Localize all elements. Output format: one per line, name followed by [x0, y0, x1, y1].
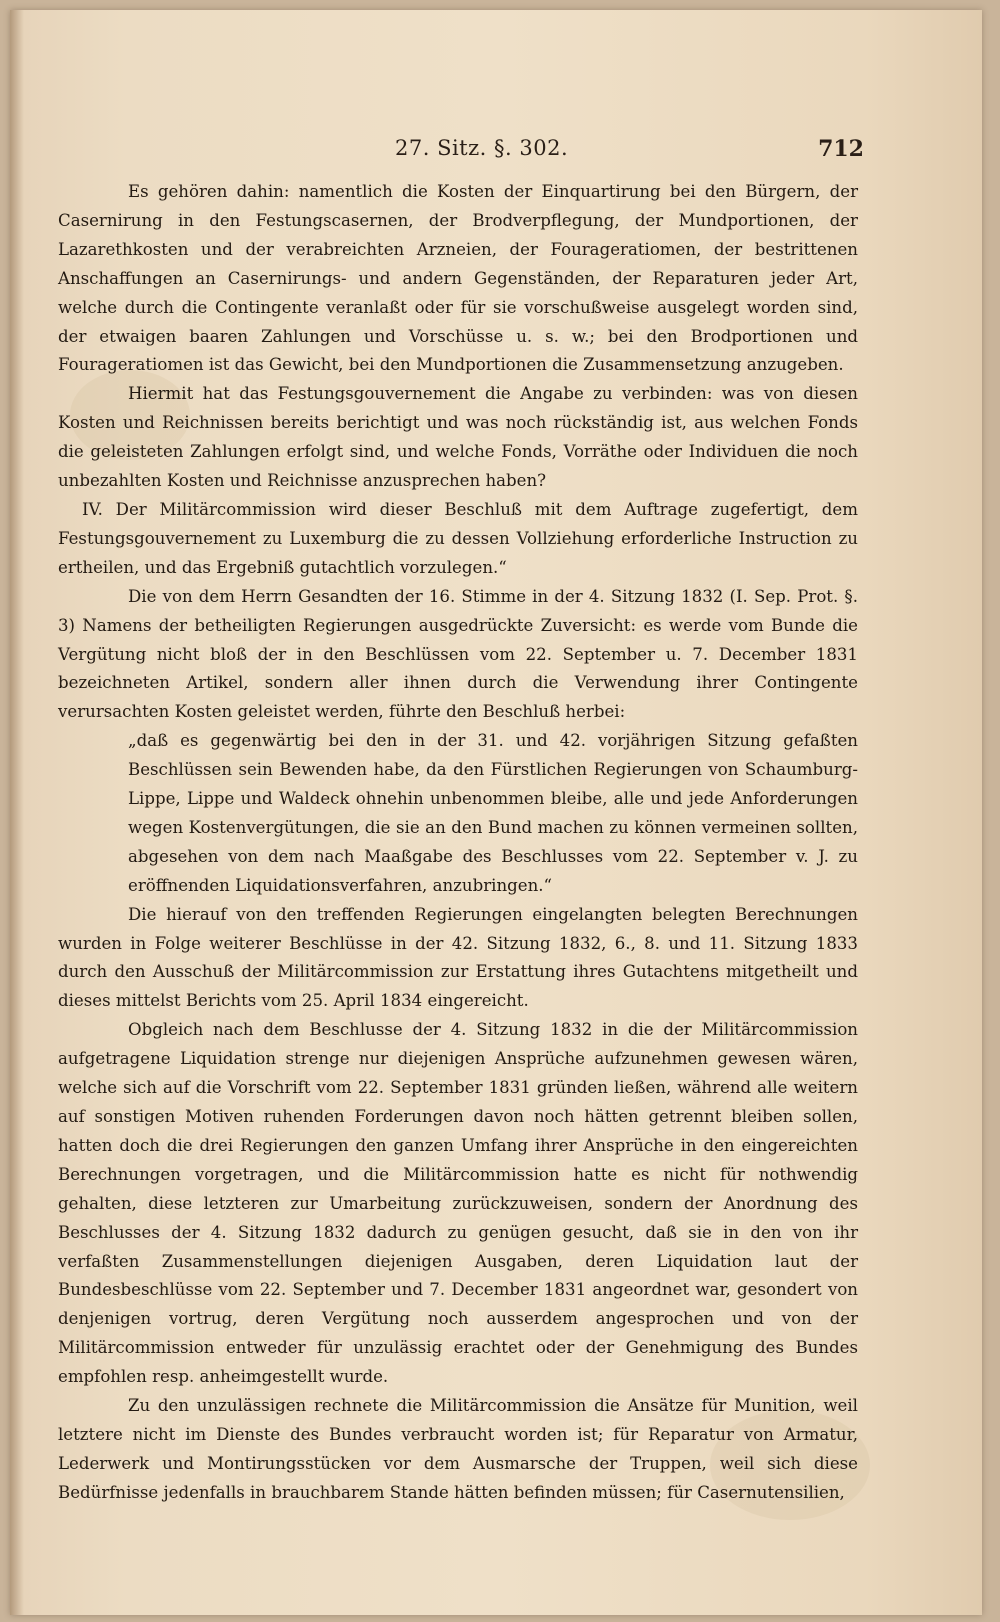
- quoted-resolution: „daß es gegenwärtig bei den in der 31. und 42. vorjährigen Sitzung gefaßten Beschlüssen sein Bewenden habe, da den Fürstlichen Regierungen von Schaumburg-Lippe, Lippe und Waldeck ohnehin unbenommen bleibe, alle und jede Anforderungen wegen Kostenvergütungen, die sie an den Bund machen zu können vermeinen sollten, abgesehen von dem nach Maaßgabe des Beschlusses vom 22. September v. J. zu eröffnenden Liquidationsverfahren, anzubringen.“: [128, 731, 858, 895]
- running-head: 27. Sitz. §. 302.: [395, 136, 569, 160]
- paragraph: Hiermit hat das Festungsgouvernement die Angabe zu verbinden: was von diesen Kosten und Reichnissen bereits berichtigt und was noch rückständig ist, aus welchen Fonds die geleisteten Zahlungen erfolgt sind, und welche Fonds, Vorräthe oder Individuen die noch unbezahlten Kosten und Reichnisse anzusprechen haben?: [58, 384, 858, 491]
- document-page: [10, 10, 982, 1615]
- paragraph: Es gehören dahin: namentlich die Kosten der Einquartirung bei den Bürgern, der Casernirung in den Festungscasernen, der Brodverpflegung, der Mundportionen, der Lazarethkosten und der verabreichten Arzneien, der Fourageratiomen, der bestrittenen Anschaffungen an Casernirungs- und andern Gegenständen, der Reparaturen jeder Art, welche durch die Contingente veranlaßt oder für sie vorschußweise ausgelegt worden sind, der etwaigen baaren Zahlungen und Vorschüsse u. s. w.; bei den Brodportionen und Fourageratiomen ist das Gewicht, bei den Mundportionen die Zusammensetzung anzugeben.: [58, 182, 858, 375]
- page-number: 712: [818, 136, 864, 162]
- paragraph: Obgleich nach dem Beschlusse der 4. Sitzung 1832 in die der Militärcommission aufgetragene Liquidation strenge nur diejenigen Ansprüche aufzunehmen gewesen wären, welche sich auf die Vorschrift vom 22. September 1831 gründen ließen, während alle weitern auf sonstigen Motiven ruhenden Forderungen davon noch hätten getrennt bleiben sollen, hatten doch die drei Regierungen den ganzen Umfang ihrer Ansprüche in den eingereichten Berechnungen vorgetragen, und die Militärcommission hatte es nicht für nothwendig gehalten, diese letzteren zur Umarbeitung zurückzuweisen, sondern der Anordnung des Beschlusses der 4. Sitzung 1832 dadurch zu genügen gesucht, daß sie in den von ihr verfaßten Zusammenstellungen diejenigen Ausgaben, deren Liquidation laut der Bundesbeschlüsse vom 22. September und 7. December 1831 angeordnet war, gesondert von denjenigen vortrug, deren Vergütung noch ausserdem angesprochen und von der Militärcommission entweder für unzulässig erachtet oder der Genehmigung des Bundes empfohlen resp. anheimgestellt wurde.: [58, 1020, 858, 1387]
- paragraph: Die hierauf von den treffenden Regierungen eingelangten belegten Berechnungen wurden in Folge weiterer Beschlüsse in der 42. Sitzung 1832, 6., 8. und 11. Sitzung 1833 durch den Ausschuß der Militärcommission zur Erstattung ihres Gutachtens mitgetheilt und dieses mittelst Berichts vom 25. April 1834 eingereicht.: [58, 904, 858, 1011]
- body-text: [58, 178, 858, 1508]
- paragraph: IV. Der Militärcommission wird dieser Beschluß mit dem Auftrage zugefertigt, dem Festungsgouvernement zu Luxemburg die zu dessen Vollziehung erforderliche Instruction zu ertheilen, und das Ergebniß gutachtlich vorzulegen.“: [58, 499, 858, 577]
- page-header: [10, 136, 982, 170]
- paragraph: Die von dem Herrn Gesandten der 16. Stimme in der 4. Sitzung 1832 (I. Sep. Prot. §. 3) Namens der betheiligten Regierungen ausgedrückte Zuversicht: es werde vom Bunde die Vergütung nicht bloß der in den Beschlüssen vom 22. September u. 7. December 1831 bezeichneten Artikel, sondern aller ihnen durch die Verwendung ihrer Contingente verursachten Kosten geleistet werden, führte den Beschluß herbei:: [58, 586, 858, 722]
- page-binding-shadow: [10, 10, 24, 1615]
- paragraph: Zu den unzulässigen rechnete die Militärcommission die Ansätze für Munition, weil letztere nicht im Dienste des Bundes verbraucht worden ist; für Reparatur von Armatur, Lederwerk und Montirungsstücken vor dem Ausmarsche der Truppen, weil sich diese Bedürfnisse jedenfalls in brauchbarem Stande hätten befinden müssen; für Casernutensilien,: [58, 1396, 858, 1502]
